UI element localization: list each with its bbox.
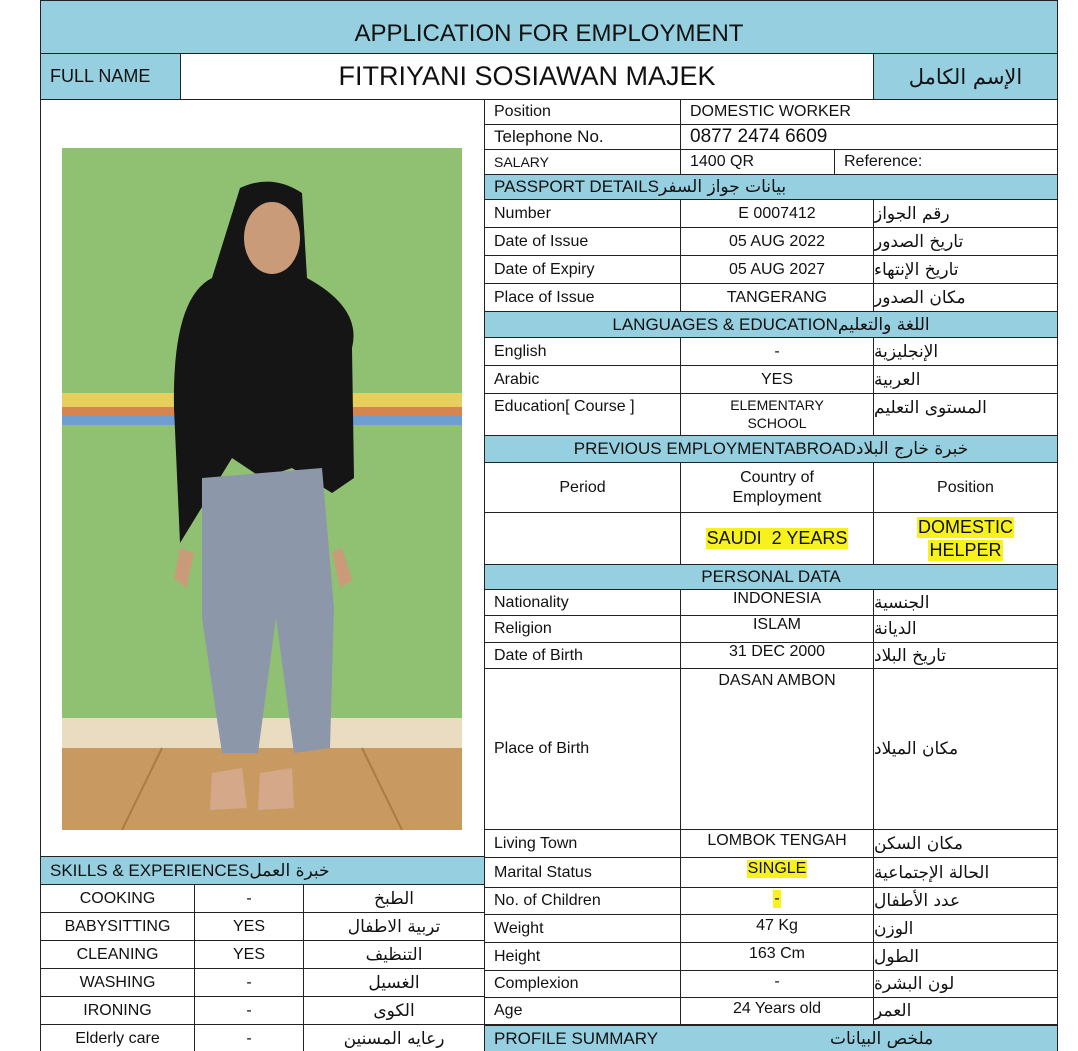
- full-name-value: FITRIYANI SOSIAWAN MAJEK: [338, 61, 716, 91]
- passport-row-2-label: Date of Expiry: [494, 260, 595, 278]
- religion-label-cell: [484, 615, 681, 643]
- nationality-label: Nationality: [494, 593, 569, 611]
- personal2-row-6-value-cell: [680, 997, 874, 1025]
- passport-row-0-label-cell: [484, 199, 681, 228]
- dob-ar-cell: [873, 642, 1058, 669]
- telephone-value: 0877 2474 6609: [690, 126, 828, 147]
- passport-header: [484, 174, 1058, 200]
- skill-row-0-name-cell: [40, 884, 195, 913]
- passport-row-2-ar: تاريخ الإنتهاء: [874, 259, 959, 280]
- personal2-row-0-label: Living Town: [494, 834, 578, 852]
- personal-header-label: PERSONAL DATA: [701, 567, 841, 586]
- personal2-row-4-ar: الطول: [874, 946, 919, 967]
- education-value: ELEMENTARY SCHOOL: [730, 397, 824, 431]
- position-label-cell: [484, 99, 681, 125]
- personal2-row-4-value-cell: [680, 942, 874, 971]
- religion-value-cell: [680, 615, 874, 643]
- lang-arabic-ar-cell: [873, 365, 1058, 394]
- nationality-ar: الجنسية: [874, 592, 930, 613]
- skill-row-2-ar: التنظيف: [365, 944, 423, 965]
- passport-row-2-label-cell: [484, 255, 681, 284]
- birthplace-value-cell: [680, 668, 874, 830]
- skill-row-5-value-cell: [194, 1024, 304, 1051]
- personal2-row-6-value: 24 Years old: [732, 1000, 822, 1017]
- skills-header: [40, 856, 485, 885]
- personal2-row-6-ar: العمر: [874, 1001, 912, 1021]
- passport-row-0-value: E 0007412: [738, 204, 816, 222]
- lang-english-ar-cell: [873, 337, 1058, 366]
- skill-row-0-name: COOKING: [79, 889, 156, 907]
- personal2-row-5-value: -: [774, 973, 780, 990]
- languages-header: [484, 311, 1058, 338]
- col-position-cell: [873, 462, 1058, 513]
- telephone-label: Telephone No.: [494, 127, 604, 146]
- skill-row-1-name: BABYSITTING: [64, 917, 171, 935]
- personal2-row-0-ar-cell: [873, 829, 1058, 858]
- personal2-row-1-ar-cell: [873, 857, 1058, 888]
- nationality-ar-cell: [873, 589, 1058, 616]
- skill-row-2-value: YES: [232, 945, 265, 963]
- lang-english-label-cell: [484, 337, 681, 366]
- prev-position-line1: DOMESTIC: [917, 516, 1013, 537]
- form-title-bar: [40, 0, 1058, 53]
- skill-row-3-ar-cell: [303, 968, 485, 997]
- personal2-row-5-value-cell: [680, 970, 874, 998]
- skill-row-5-name: Elderly care: [75, 1029, 160, 1047]
- personal2-row-3-ar-cell: [873, 914, 1058, 943]
- passport-row-3-ar: مكان الصدور: [874, 287, 966, 308]
- profile-header-label: PROFILE SUMMARY: [494, 1028, 659, 1048]
- applicant-photo: [62, 148, 462, 830]
- personal2-row-3-value: 47 Kg: [756, 917, 798, 934]
- religion-ar-cell: [873, 615, 1058, 643]
- prev-country: SAUDI 2 YEARS: [706, 528, 848, 548]
- lang-arabic-label: Arabic: [494, 370, 540, 388]
- passport-row-2-ar-cell: [873, 255, 1058, 284]
- previous-employment-header: [484, 435, 1058, 463]
- lang-english-label: English: [494, 342, 547, 360]
- personal2-row-1-value: SINGLE: [747, 860, 807, 877]
- personal2-row-6-label-cell: [484, 997, 681, 1025]
- personal2-row-3-label: Weight: [494, 919, 544, 937]
- lang-arabic-label-cell: [484, 365, 681, 394]
- skill-row-4-ar-cell: [303, 996, 485, 1025]
- prev-position-line2: HELPER: [929, 539, 1002, 560]
- prev-position-cell: [873, 512, 1058, 565]
- full-name-label: FULL NAME: [50, 66, 151, 86]
- passport-row-2-value: 05 AUG 2027: [728, 260, 826, 278]
- birthplace-label-cell: [484, 668, 681, 830]
- dob-value: 31 DEC 2000: [728, 643, 826, 660]
- passport-row-1-label: Date of Issue: [494, 232, 589, 250]
- skill-row-3-name: WASHING: [79, 973, 156, 991]
- lang-arabic-ar: العربية: [874, 369, 921, 390]
- personal2-row-1-value-cell: [680, 857, 874, 888]
- languages-header-label: LANGUAGES & EDUCATION: [612, 314, 838, 334]
- passport-row-1-label-cell: [484, 227, 681, 256]
- personal2-row-0-value-cell: [680, 829, 874, 858]
- personal2-row-3-label-cell: [484, 914, 681, 943]
- lang-english-value: -: [774, 342, 780, 360]
- personal2-row-3-ar: الوزن: [874, 918, 914, 939]
- skill-row-3-ar: الغسيل: [368, 972, 420, 993]
- position-label: Position: [494, 103, 551, 120]
- skill-row-1-name-cell: [40, 912, 195, 941]
- personal2-row-5-ar-cell: [873, 970, 1058, 998]
- passport-row-3-value-cell: [680, 283, 874, 312]
- skill-row-5-ar-cell: [303, 1024, 485, 1051]
- skill-row-0-value: -: [246, 889, 252, 907]
- passport-row-3-label-cell: [484, 283, 681, 312]
- passport-row-1-ar-cell: [873, 227, 1058, 256]
- education-value-cell: [680, 393, 874, 436]
- passport-row-3-label: Place of Issue: [494, 288, 595, 306]
- dob-value-cell: [680, 642, 874, 669]
- personal2-row-2-value-cell: [680, 887, 874, 915]
- skill-row-4-value-cell: [194, 996, 304, 1025]
- profile-header-ar: ملخص البيانات: [830, 1028, 934, 1049]
- personal2-row-2-label: No. of Children: [494, 892, 601, 909]
- dob-label-cell: [484, 642, 681, 669]
- passport-row-0-label: Number: [494, 204, 551, 222]
- passport-row-0-ar-cell: [873, 199, 1058, 228]
- education-label: Education[ Course ]: [494, 398, 635, 415]
- personal-data-header: [484, 564, 1058, 590]
- personal2-row-4-value: 163 Cm: [748, 945, 806, 962]
- personal2-row-5-ar: لون البشرة: [874, 974, 955, 994]
- col-period-cell: [484, 462, 681, 513]
- form-title: APPLICATION FOR EMPLOYMENT: [354, 20, 744, 47]
- skill-row-3-name-cell: [40, 968, 195, 997]
- skill-row-3-value-cell: [194, 968, 304, 997]
- education-ar-cell: [873, 393, 1058, 436]
- personal2-row-0-ar: مكان السكن: [874, 833, 963, 854]
- reference-cell: [834, 149, 1058, 175]
- skill-row-0-value-cell: [194, 884, 304, 913]
- religion-value: ISLAM: [752, 616, 801, 633]
- salary-label: SALARY: [494, 154, 549, 170]
- personal2-row-0-label-cell: [484, 829, 681, 858]
- personal2-row-4-label: Height: [494, 947, 541, 965]
- dob-ar: تاريخ البلاد: [874, 645, 946, 666]
- lang-english-ar: الإنجليزية: [874, 341, 939, 362]
- languages-header-ar: اللغة والتعليم: [837, 314, 930, 335]
- religion-label: Religion: [494, 620, 552, 637]
- skill-row-2-name-cell: [40, 940, 195, 969]
- birthplace-label: Place of Birth: [494, 740, 590, 757]
- profile-summary-header: [484, 1025, 1058, 1051]
- skills-header-ar: خبرة العمل: [249, 860, 330, 881]
- full-name-ar: الإسم الكامل: [908, 64, 1023, 89]
- passport-row-0-value-cell: [680, 199, 874, 228]
- personal2-row-6-label: Age: [494, 1002, 523, 1019]
- skills-header-label: SKILLS & EXPERIENCES: [50, 860, 250, 880]
- col-country: Country of Employment: [732, 468, 822, 506]
- skill-row-1-value-cell: [194, 912, 304, 941]
- dob-label: Date of Birth: [494, 646, 583, 664]
- education-label-cell: [484, 393, 681, 436]
- lang-english-value-cell: [680, 337, 874, 366]
- personal2-row-1-label: Marital Status: [494, 863, 592, 881]
- passport-row-1-value: 05 AUG 2022: [728, 232, 826, 250]
- skill-row-0-ar: الطبخ: [374, 888, 414, 909]
- passport-row-2-value-cell: [680, 255, 874, 284]
- position-value: DOMESTIC WORKER: [690, 103, 851, 120]
- previous-header-label: PREVIOUS EMPLOYMENTABROAD: [573, 439, 856, 458]
- passport-row-3-value: TANGERANG: [726, 288, 828, 306]
- skill-row-4-ar: الكوى: [373, 1000, 415, 1021]
- birthplace-ar: مكان الميلاد: [874, 739, 959, 759]
- passport-header-ar: بيانات جواز السفر: [659, 177, 787, 197]
- personal2-row-2-value: -: [774, 890, 780, 907]
- religion-ar: الديانة: [874, 619, 917, 639]
- skill-row-4-name: IRONING: [83, 1001, 152, 1019]
- personal2-row-3-value-cell: [680, 914, 874, 943]
- passport-row-1-value-cell: [680, 227, 874, 256]
- full-name-value-cell: [180, 53, 874, 100]
- previous-header-ar: خبرة خارج البلاد: [855, 439, 969, 459]
- salary-value: 1400 QR: [690, 153, 755, 170]
- skill-row-3-value: -: [246, 973, 252, 991]
- personal2-row-5-label-cell: [484, 970, 681, 998]
- personal2-row-6-ar-cell: [873, 997, 1058, 1025]
- nationality-value-cell: [680, 589, 874, 616]
- personal2-row-0-value: LOMBOK TENGAH: [707, 832, 847, 849]
- skill-row-5-value: -: [246, 1029, 252, 1047]
- personal2-row-4-label-cell: [484, 942, 681, 971]
- prev-country-cell: [680, 512, 874, 565]
- col-country-cell: [680, 462, 874, 513]
- salary-value-cell: [680, 149, 835, 175]
- nationality-value: INDONESIA: [732, 590, 821, 607]
- skill-row-2-name: CLEANING: [76, 945, 159, 963]
- col-position: Position: [937, 478, 994, 496]
- full-name-ar-cell: [873, 53, 1058, 100]
- lang-arabic-value: YES: [760, 370, 793, 388]
- skill-row-1-ar: تربية الاطفال: [347, 916, 441, 937]
- education-ar: المستوى التعليم: [874, 398, 987, 418]
- passport-row-1-ar: تاريخ الصدور: [874, 231, 964, 252]
- personal2-row-1-label-cell: [484, 857, 681, 888]
- position-value-cell: [680, 99, 1058, 125]
- passport-header-label: PASSPORT DETAILS: [494, 177, 660, 196]
- prev-period-cell: [484, 512, 681, 565]
- skill-row-2-value-cell: [194, 940, 304, 969]
- full-name-label-cell: [40, 53, 181, 100]
- personal2-row-5-label: Complexion: [494, 975, 579, 992]
- telephone-value-cell: [680, 124, 1058, 150]
- skill-row-4-value: -: [246, 1001, 252, 1019]
- col-period: Period: [559, 478, 606, 496]
- skill-row-2-ar-cell: [303, 940, 485, 969]
- skill-row-1-ar-cell: [303, 912, 485, 941]
- skill-row-4-name-cell: [40, 996, 195, 1025]
- birthplace-value: DASAN AMBON: [718, 672, 836, 689]
- personal2-row-4-ar-cell: [873, 942, 1058, 971]
- birthplace-ar-cell: [873, 668, 1058, 830]
- passport-row-3-ar-cell: [873, 283, 1058, 312]
- skill-row-1-value: YES: [232, 917, 265, 935]
- nationality-label-cell: [484, 589, 681, 616]
- personal2-row-1-ar: الحالة الإجتماعية: [874, 862, 990, 883]
- personal2-row-2-ar: عدد الأطفال: [874, 891, 961, 911]
- telephone-label-cell: [484, 124, 681, 150]
- personal2-row-2-label-cell: [484, 887, 681, 915]
- lang-arabic-value-cell: [680, 365, 874, 394]
- skill-row-5-ar: رعايه المسنين: [343, 1028, 445, 1049]
- salary-label-cell: [484, 149, 681, 175]
- reference-label: Reference:: [844, 153, 923, 170]
- personal2-row-2-ar-cell: [873, 887, 1058, 915]
- passport-row-0-ar: رقم الجواز: [874, 203, 950, 224]
- skill-row-5-name-cell: [40, 1024, 195, 1051]
- skill-row-0-ar-cell: [303, 884, 485, 913]
